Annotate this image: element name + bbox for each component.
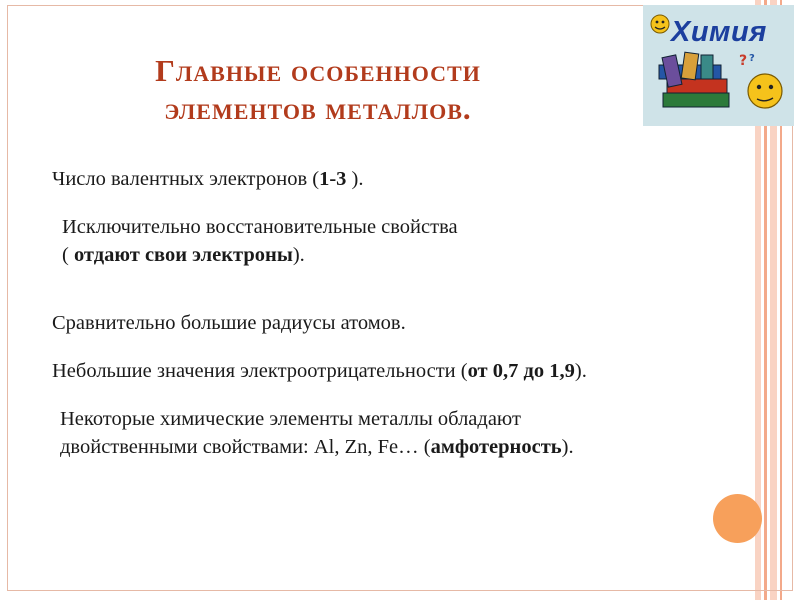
point-bold: амфотерность <box>430 436 562 458</box>
point-electronegativity <box>52 357 587 385</box>
point-bold: 1-3 <box>319 168 347 190</box>
slide-title <box>148 52 488 128</box>
point-text: двойственными свойствами: Al, Zn, Fe… ( <box>60 436 431 458</box>
point-bold: отдают свои электроны <box>73 244 293 266</box>
chemistry-logo <box>643 5 794 126</box>
point-text: ( <box>62 244 74 266</box>
point-text: Число валентных электронов ( <box>52 168 320 190</box>
title-line-1: Главные особенности <box>155 53 481 88</box>
point-text: ). <box>574 360 587 382</box>
point-text: Небольшие значения электроотрицательности ( <box>52 360 468 382</box>
point-amphoteric <box>60 405 574 461</box>
logo-text: Химия <box>671 16 767 48</box>
point-text: Исключительно восстановительные свойства <box>62 216 458 238</box>
svg-text:?: ? <box>749 53 755 64</box>
decorative-circle <box>713 494 762 543</box>
point-text: ). <box>561 436 574 458</box>
title-line-2: элементов металлов. <box>164 91 472 126</box>
point-radii: Сравнительно большие радиусы атомов. <box>52 312 406 334</box>
svg-text:?: ? <box>739 53 748 69</box>
point-text: ). <box>292 244 305 266</box>
point-text: Некоторые химические элементы металлы обладают <box>60 408 521 430</box>
point-bold: от 0,7 до 1,9 <box>467 360 575 382</box>
point-valence <box>52 165 363 193</box>
point-text: ). <box>346 168 364 190</box>
point-reducing <box>62 213 458 269</box>
